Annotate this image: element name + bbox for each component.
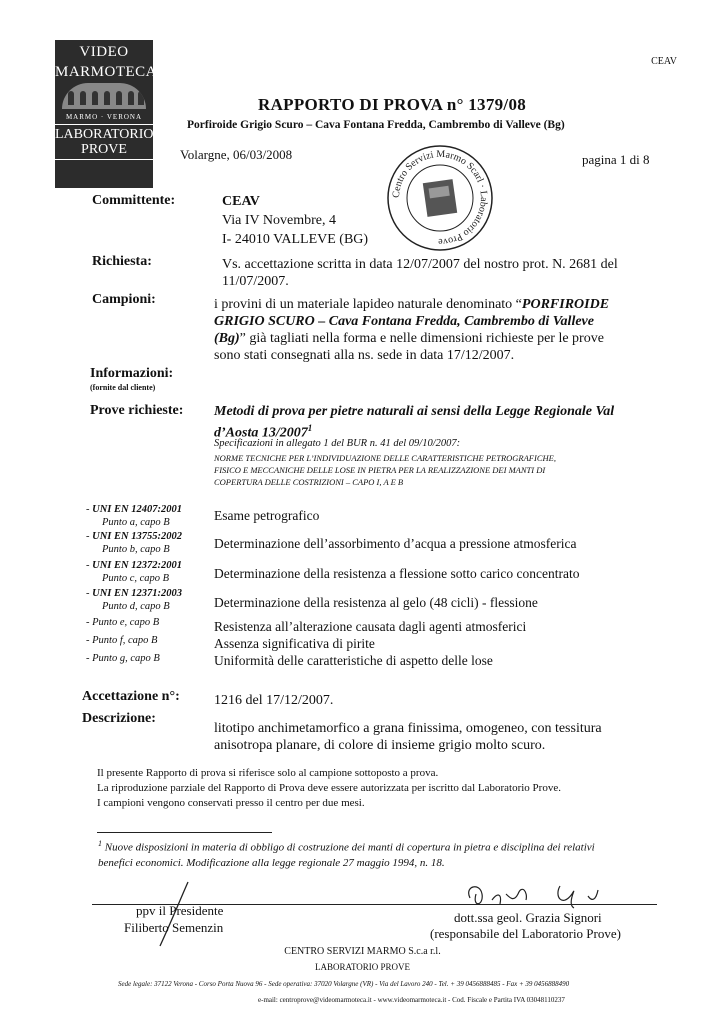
test-desc: Determinazione della resistenza al gelo (48 cicli) - flessione: [214, 595, 538, 610]
descrizione-label: Descrizione:: [82, 711, 156, 726]
note-line: La riproduzione parziale del Rapporto di Prova deve essere autorizzata per iscritto dal Laboratorio Prove.: [97, 782, 561, 794]
test-ref: - UNI EN 13755:2002: [86, 531, 182, 542]
accettazione-label: Accettazione n°:: [82, 689, 180, 704]
descrizione-line2: anisotropa planare, di colore di insieme grigio molto scuro.: [214, 738, 546, 753]
richiesta-line2: 11/07/2007.: [222, 274, 289, 289]
note-line: Il presente Rapporto di prova si riferisce solo al campione sottoposto a prova.: [97, 767, 439, 779]
committente-label: Committente:: [92, 193, 176, 208]
test-sub: Punto b, capo B: [102, 544, 170, 555]
campioni-line1: i provini di un materiale lapideo naturale denominato “PORFIROIDE: [214, 297, 610, 312]
logo-marmo-verona: MARMO · VERONA: [65, 113, 143, 121]
test-ref: - UNI EN 12371:2003: [86, 588, 182, 599]
test-ref: - Punto g, capo B: [86, 653, 160, 664]
signature-right-name: dott.ssa geol. Grazia Signori: [454, 910, 602, 925]
prove-spec: Specificazioni in allegato 1 del BUR n. 41 del 09/10/2007:: [214, 438, 461, 449]
note-line: I campioni vengono conservati presso il centro per due mesi.: [97, 797, 365, 809]
richiesta-line1: Vs. accettazione scritta in data 12/07/2007 del nostro prot. N. 2681 del: [222, 257, 618, 272]
footer-company: CENTRO SERVIZI MARMO S.c.a r.l.: [284, 946, 441, 957]
signature-left-title: ppv il Presidente: [136, 903, 224, 918]
richiesta-label: Richiesta:: [92, 254, 152, 269]
informazioni-sublabel: (fornite dal cliente): [90, 383, 156, 392]
test-ref: - Punto e, capo B: [86, 617, 160, 628]
logo-marmoteca: MARMOTECA: [55, 64, 158, 80]
logo-video: VIDEO: [79, 44, 129, 60]
footnote-rule: [97, 832, 272, 833]
descrizione-line1: litotipo anchimetamorfico a grana finissima, omogeneo, con tessitura: [214, 721, 602, 736]
prove-norme: NORME TECNICHE PER L’INDIVIDUAZIONE DELLE CARATTERISTICHE PETROGRAFICHE, FISICO E MECCANICHE DELLE LOSE IN PIETRA PER LA REALIZZAZIONE DEI MANTI DI COPERTURA DELLE COSTRIZIONI – CAPO I, A E B: [214, 453, 556, 487]
prove-label: Prove richieste:: [90, 403, 184, 418]
videomarmoteca-logo: [55, 40, 158, 188]
test-desc: Resistenza all’alterazione causata dagli agenti atmosferici: [214, 619, 527, 634]
footer-contact: e-mail: centroprove@videomarmoteca.it - www.videomarmoteca.it - Cod. Fiscale e Partita IVA 03048110237: [258, 996, 565, 1004]
accettazione-value: 1216 del 17/12/2007.: [214, 693, 334, 708]
test-sub: Punto a, capo B: [102, 517, 170, 528]
campioni-line4: sono stati consegnati alla ns. sede in data 17/12/2007.: [214, 348, 515, 363]
footer-lab: LABORATORIO PROVE: [314, 962, 411, 972]
test-desc: Determinazione dell’assorbimento d’acqua a pressione atmosferica: [214, 536, 577, 551]
signature-right-role: (responsabile del Laboratorio Prove): [430, 926, 621, 941]
test-ref: - UNI EN 12407:2001: [86, 504, 182, 515]
signature-left-name: Filiberto Semenzin: [124, 920, 224, 935]
test-desc: Esame petrografico: [214, 508, 320, 523]
committente-address1: Via IV Novembre, 4: [222, 213, 336, 228]
campioni-line3: (Bg)” già tagliati nella forma e nelle dimensioni richieste per le prove: [214, 331, 604, 346]
test-sub: Punto c, capo B: [102, 573, 170, 584]
company-code: CEAV: [651, 56, 677, 67]
test-sub: Punto d, capo B: [102, 601, 170, 612]
arena-emblem-icon: [62, 83, 146, 109]
test-ref: - Punto f, capo B: [86, 635, 158, 646]
footer-address: Sede legale: 37122 Verona - Corso Porta Nuova 96 - Sede operativa: 37020 Volargne (VR) - Via del Lavoro 240 - Tel. + 39 0456888485 - Fax + 39 0456888490: [118, 980, 570, 988]
committente-name: CEAV: [222, 194, 260, 209]
report-title: RAPPORTO DI PROVA n° 1379/08: [258, 95, 527, 114]
stamp-ring-text: Centro Servizi Marmo Scarl · Laboratorio Prove: [390, 148, 490, 248]
logo-laboratorio-prove: LABORATORIO PROVE: [55, 124, 153, 160]
campioni-line2: GRIGIO SCURO – Cava Fontana Fredda, Cambrembo di Valleve: [214, 314, 594, 329]
test-desc: Assenza significativa di pirite: [214, 636, 375, 651]
prove-method: Metodi di prova per pietre naturali ai sensi della Legge Regionale Val d’Aosta 13/2007$^1$: [214, 404, 615, 441]
test-ref: - UNI EN 12372:2001: [86, 560, 182, 571]
centro-servizi-stamp: [385, 143, 495, 253]
footnote: $^1$ Nuove disposizioni in materia di obbligo di costruzione dei manti di copertura in pietra e disciplina dei relativi benefici economici. Modificazione alla legge regionale 27 maggio 1994, n. 18.: [98, 839, 595, 869]
test-desc: Determinazione della resistenza a flessione sotto carico concentrato: [214, 566, 580, 581]
report-subtitle: Porfiroide Grigio Scuro – Cava Fontana Fredda, Cambrembo di Valleve (Bg): [187, 119, 565, 131]
report-date: Volargne, 06/03/2008: [180, 147, 293, 162]
committente-address2: I- 24010 VALLEVE (BG): [222, 232, 369, 247]
campioni-label: Campioni:: [92, 292, 156, 307]
page-number: pagina 1 di 8: [582, 152, 650, 167]
test-desc: Uniformità delle caratteristiche di aspetto delle lose: [214, 653, 493, 668]
informazioni-label: Informazioni:: [90, 366, 174, 381]
